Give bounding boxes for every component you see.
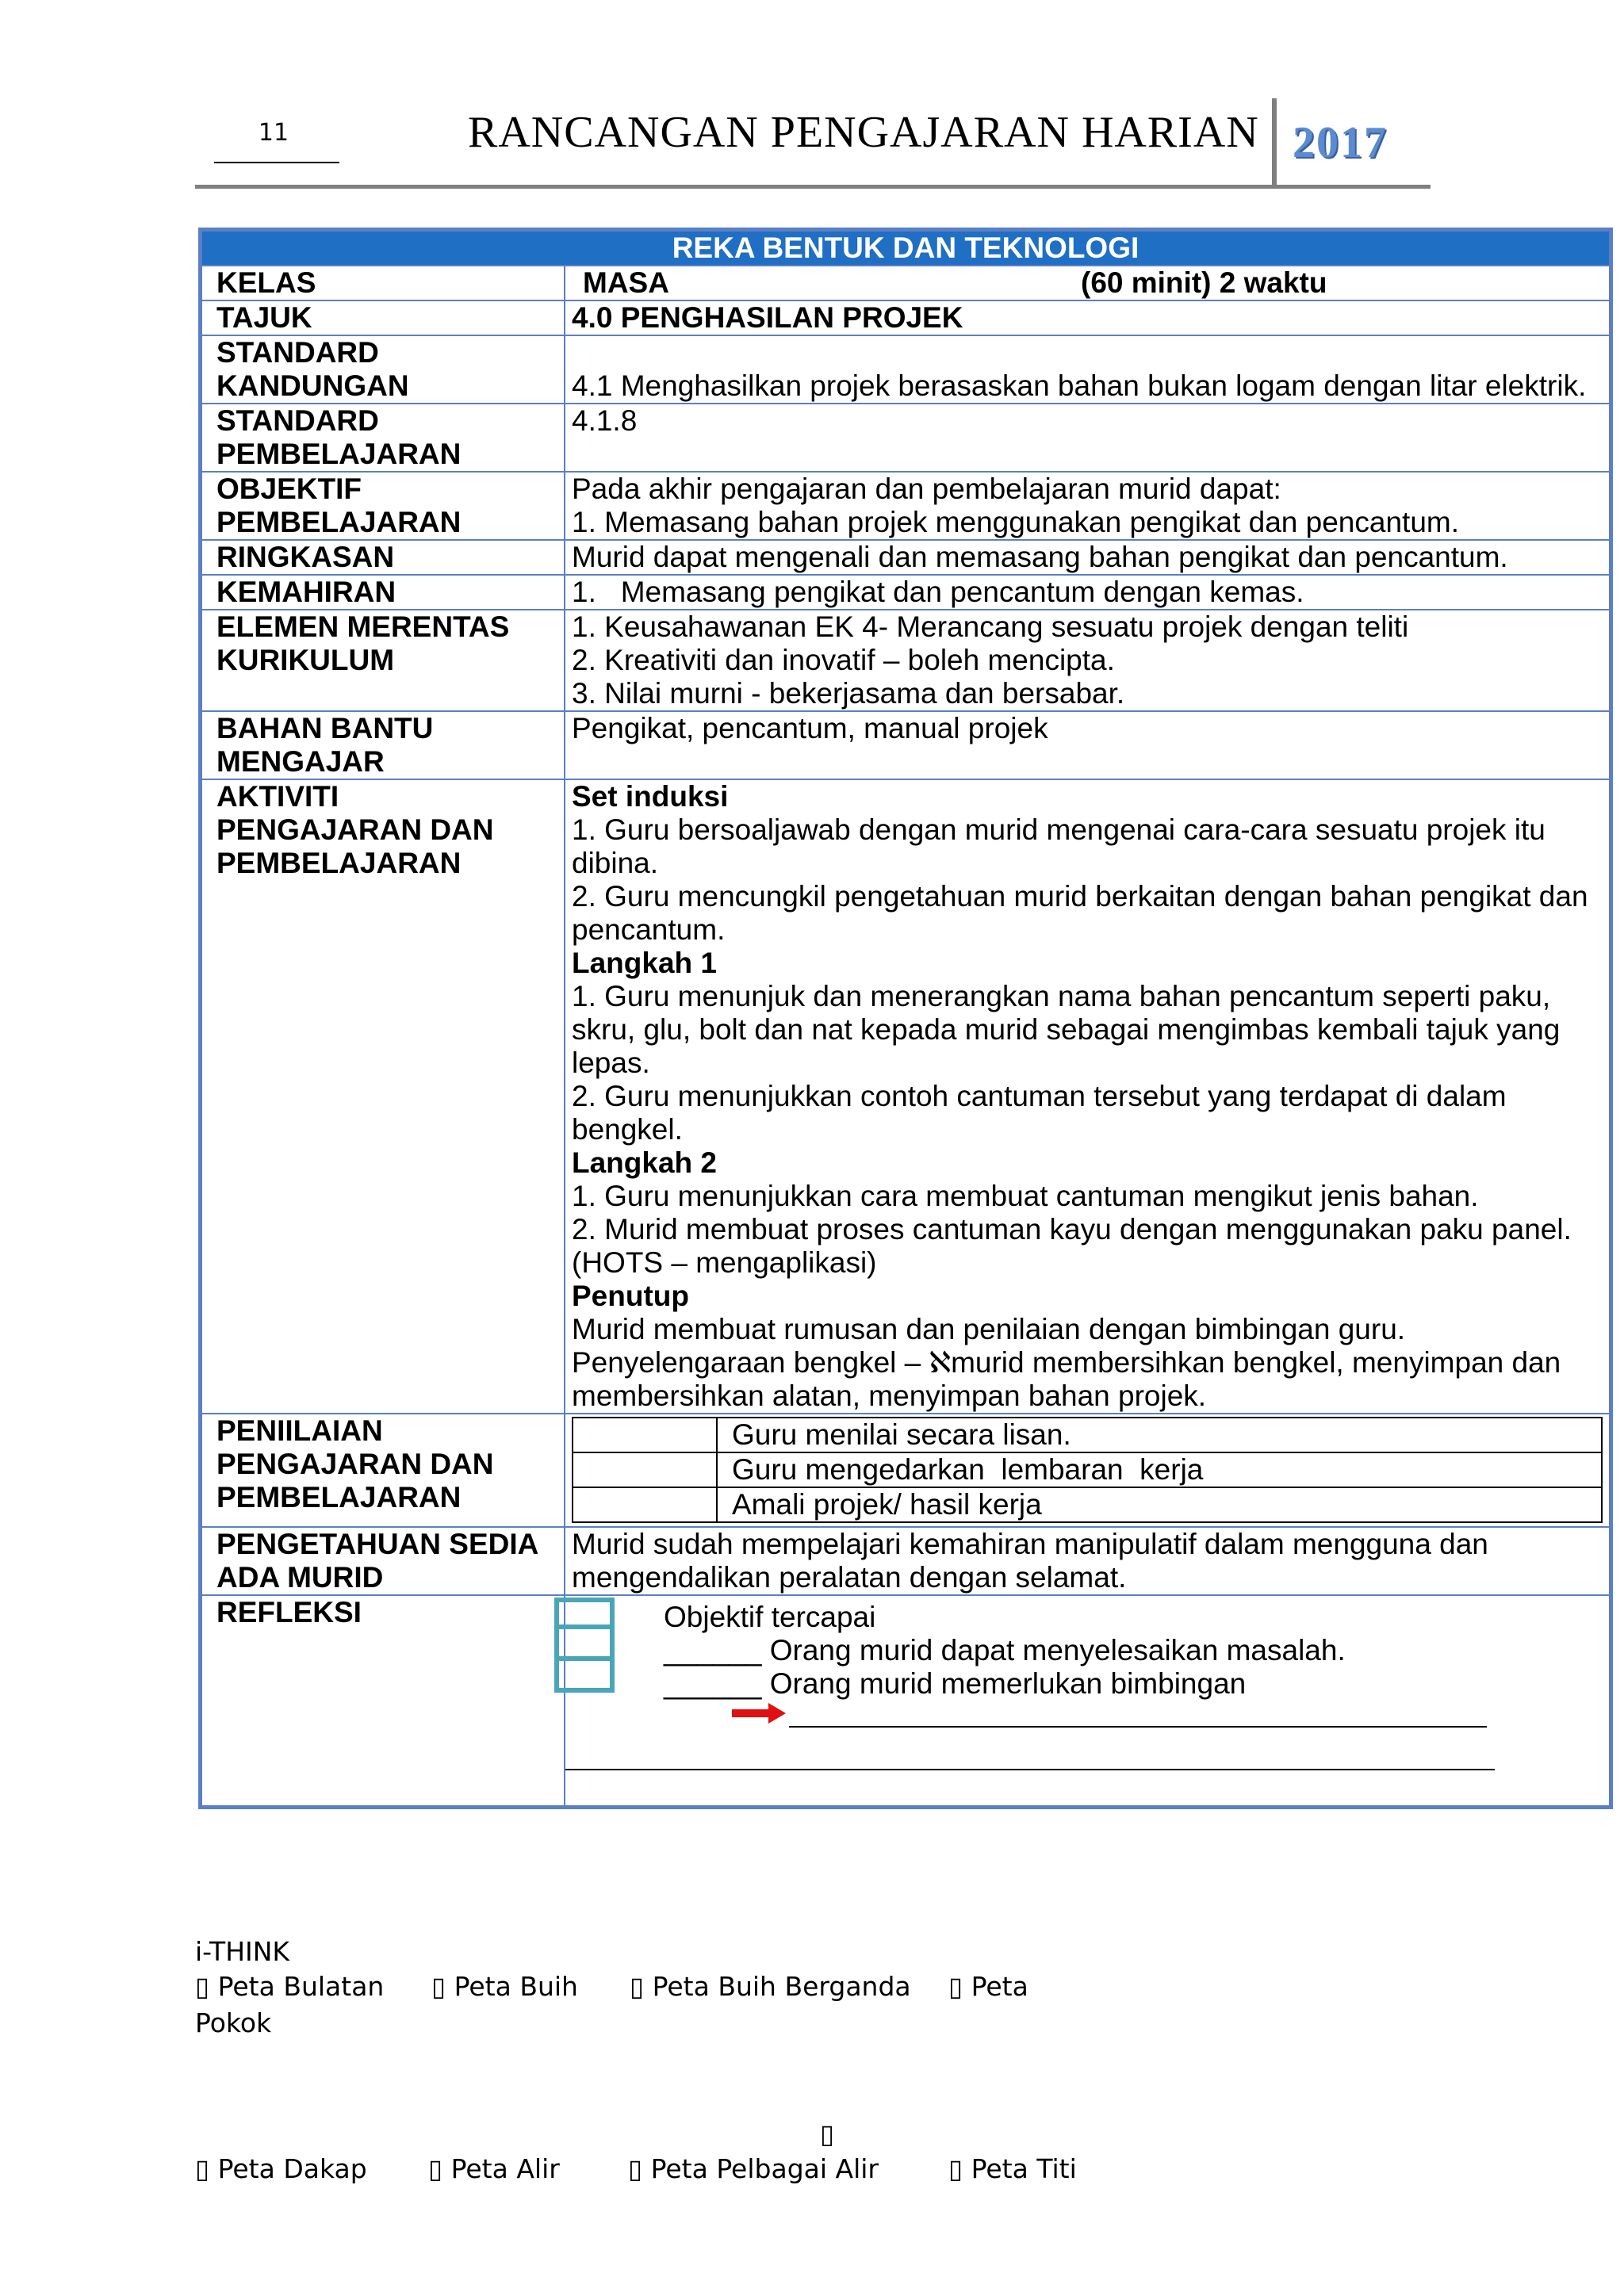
penilaian-text: Guru mengedarkan lembaran kerja [717, 1452, 1602, 1487]
label-line: PENGAJARAN DAN [216, 813, 494, 846]
ithink-option-peta-alir[interactable]: ▯ Peta Alir [428, 2153, 560, 2184]
penilaian-table [572, 1417, 1603, 1523]
psam-label [201, 1527, 565, 1595]
activity-step: 1. Guru bersoaljawab dengan murid mengenai cara-cara sesuatu projek itu dibina. [572, 813, 1545, 879]
kemahiran-value: 1. Memasang pengikat dan pencantum dengan kemas. [565, 575, 1610, 610]
standard-kandungan-value: 4.1 Menghasilkan projek berasaskan bahan bukan logam dengan litar elektrik. [565, 335, 1610, 404]
standard-pembelajaran-row [201, 404, 1610, 472]
reflection-checkbox[interactable] [554, 1598, 615, 1629]
ithink-option-peta-buih-berganda[interactable]: ▯ Peta Buih Berganda [630, 1971, 911, 2002]
label-line: ADA MURID [216, 1561, 384, 1594]
document-title: RANCANGAN PENGAJARAN HARIAN [468, 108, 1259, 157]
ithink-title: i-THINK [195, 1936, 290, 1967]
objektif-value [565, 472, 1610, 540]
label-line: MENGAJAR [216, 745, 385, 778]
bbm-label [201, 711, 565, 779]
reflection-line: ______ Orang murid memerlukan bimbingan [664, 1667, 1247, 1700]
ithink-option-peta-dakap[interactable]: ▯ Peta Dakap [195, 2153, 367, 2184]
objektif-row [201, 472, 1610, 540]
text-line: Pada akhir pengajaran dan pembelajaran murid dapat: [572, 473, 1281, 505]
subject-heading: REKA BENTUK DAN TEKNOLOGI [201, 231, 1610, 266]
section-heading: Langkah 1 [572, 947, 717, 979]
label-line: OBJEKTIF [216, 473, 362, 505]
tajuk-label: TAJUK [201, 300, 565, 335]
penilaian-label [201, 1414, 565, 1527]
label-line: AKTIVITI [216, 780, 339, 813]
section-heading: Langkah 2 [572, 1146, 717, 1179]
tajuk-row [201, 300, 1610, 335]
aktiviti-label [201, 779, 565, 1414]
ringkasan-value: Murid dapat mengenali dan memasang bahan pengikat dan pencantum. [565, 540, 1610, 575]
activity-step: 2. Guru mencungkil pengetahuan murid berkaitan dengan bahan pengikat dan pencantum. [572, 880, 1588, 946]
penilaian-row [201, 1414, 1610, 1527]
red-arrow-icon [732, 1701, 787, 1725]
standard-kandungan-row [201, 335, 1610, 404]
reflection-line: ______ Orang murid dapat menyelesaikan masalah. [664, 1634, 1346, 1667]
reflection-checkbox[interactable] [554, 1661, 615, 1693]
tajuk-value: 4.0 PENGHASILAN PROJEK [565, 300, 1610, 335]
psam-value: Murid sudah mempelajari kemahiran manipulatif dalam mengguna dan mengendalikan peralatan dengan selamat. [565, 1527, 1610, 1595]
kemahiran-row [201, 575, 1610, 610]
objektif-label [201, 472, 565, 540]
label-line: STANDARD [216, 404, 379, 437]
bahan-bantu-row [201, 711, 1610, 779]
label-line: KURIKULUM [216, 644, 395, 676]
ithink-option-peta-buih[interactable]: ▯ Peta Buih [431, 1971, 578, 2002]
kemahiran-label: KEMAHIRAN [201, 575, 565, 610]
activity-step: Murid membuat rumusan dan penilaian dengan bimbingan guru. [572, 1313, 1406, 1345]
text-line: 2. Kreativiti dan inovatif – boleh mencipta. [572, 644, 1115, 676]
label-line: PENGETAHUAN SEDIA [216, 1528, 539, 1560]
masa-value: (60 minit) 2 waktu [1081, 266, 1327, 299]
reflection-checkbox[interactable] [554, 1629, 615, 1661]
activity-step: Penyelengaraan bengkel – ℵmurid membersihkan bengkel, menyimpan dan membersihkan alatan, menyimpan bahan projek. [572, 1346, 1561, 1412]
elemen-merentas-kurikulum-row [201, 610, 1610, 711]
penilaian-value [565, 1414, 1610, 1527]
activity-step: 2. Murid membuat proses cantuman kayu dengan menggunakan paku panel. (HOTS – mengaplikasi) [572, 1213, 1572, 1279]
ithink-option-peta-pokok[interactable]: ▯ Peta [948, 1971, 1028, 2002]
penilaian-item [573, 1418, 1602, 1452]
text-line: 1. Keusahawanan EK 4- Merancang sesuatu projek dengan teliti [572, 610, 1409, 643]
label-line: KANDUNGAN [216, 369, 409, 402]
standard-pembelajaran-value: 4.1.8 [565, 404, 1610, 472]
penilaian-checkbox-cell[interactable] [573, 1418, 717, 1452]
label-line: PENIILAIAN [216, 1414, 383, 1447]
section-heading: Set induksi [572, 780, 729, 813]
text-line: 1. Memasang bahan projek menggunakan pengikat dan pencantum. [572, 506, 1459, 538]
header-divider [1272, 98, 1277, 186]
label-line: PEMBELAJARAN [216, 506, 462, 538]
ithink-option-peta-titi[interactable]: ▯ Peta Titi [948, 2153, 1077, 2184]
masa-label: MASA [583, 266, 669, 299]
penilaian-checkbox-cell[interactable] [573, 1452, 717, 1487]
section-heading: Penutup [572, 1280, 689, 1312]
pengetahuan-sedia-row [201, 1527, 1610, 1595]
stray-glyph: ▯ [820, 2118, 835, 2149]
activity-step: 1. Guru menunjukkan cara membuat cantuman mengikut jenis bahan. [572, 1180, 1479, 1212]
label-line: PEMBELAJARAN [216, 847, 462, 879]
label-line: STANDARD [216, 336, 379, 369]
standard-pembelajaran-label [201, 404, 565, 472]
kelas-label: KELAS [201, 266, 565, 300]
reflection-line: Objektif tercapai [664, 1601, 876, 1633]
masa-cell [565, 266, 1610, 300]
kelas-row [201, 266, 1610, 300]
label-line: PEMBELAJARAN [216, 1481, 462, 1513]
page-number: 11 [258, 119, 289, 147]
penilaian-item [573, 1487, 1602, 1522]
label-line: PENGAJARAN DAN [216, 1448, 494, 1480]
ithink-option-peta-bulatan[interactable]: ▯ Peta Bulatan [195, 1971, 385, 2002]
activity-step: 2. Guru menunjukkan contoh cantuman tersebut yang terdapat di dalam bengkel. [572, 1080, 1507, 1146]
aktiviti-value [565, 779, 1610, 1414]
label-line: ELEMEN MERENTAS [216, 610, 510, 643]
emk-label [201, 610, 565, 711]
refleksi-value [565, 1595, 1610, 1806]
penilaian-item [573, 1452, 1602, 1487]
aktiviti-row [201, 779, 1610, 1414]
label-line: PEMBELAJARAN [216, 438, 462, 470]
penilaian-text: Amali projek/ hasil kerja [717, 1487, 1602, 1522]
refleksi-label: REFLEKSI [201, 1595, 565, 1806]
ringkasan-row [201, 540, 1610, 575]
refleksi-row [201, 1595, 1610, 1806]
ringkasan-label: RINGKASAN [201, 540, 565, 575]
ithink-option-peta-pokok-wrap: Pokok [195, 2007, 272, 2038]
label-line: BAHAN BANTU [216, 712, 434, 744]
header-rule [195, 185, 1431, 189]
reflection-blank-line[interactable] [789, 1726, 1487, 1728]
subject-row [201, 231, 1610, 266]
ithink-option-peta-pelbagai-alir[interactable]: ▯ Peta Pelbagai Alir [628, 2153, 879, 2184]
page-number-underline [214, 162, 339, 163]
document-year: 2017 [1293, 118, 1388, 167]
lesson-plan-table [198, 228, 1613, 1809]
text-line: 3. Nilai murni - bekerjasama dan bersabar. [572, 677, 1125, 710]
penilaian-checkbox-cell[interactable] [573, 1487, 717, 1522]
reflection-blank-line[interactable] [565, 1769, 1495, 1770]
standard-kandungan-label [201, 335, 565, 404]
bbm-value: Pengikat, pencantum, manual projek [565, 711, 1610, 779]
activity-step: 1. Guru menunjuk dan menerangkan nama bahan pencantum seperti paku, skru, glu, bolt dan nat kepada murid sebagai mengimbas kembali tajuk yang lepas. [572, 980, 1561, 1079]
emk-value [565, 610, 1610, 711]
penilaian-text: Guru menilai secara lisan. [717, 1418, 1602, 1452]
